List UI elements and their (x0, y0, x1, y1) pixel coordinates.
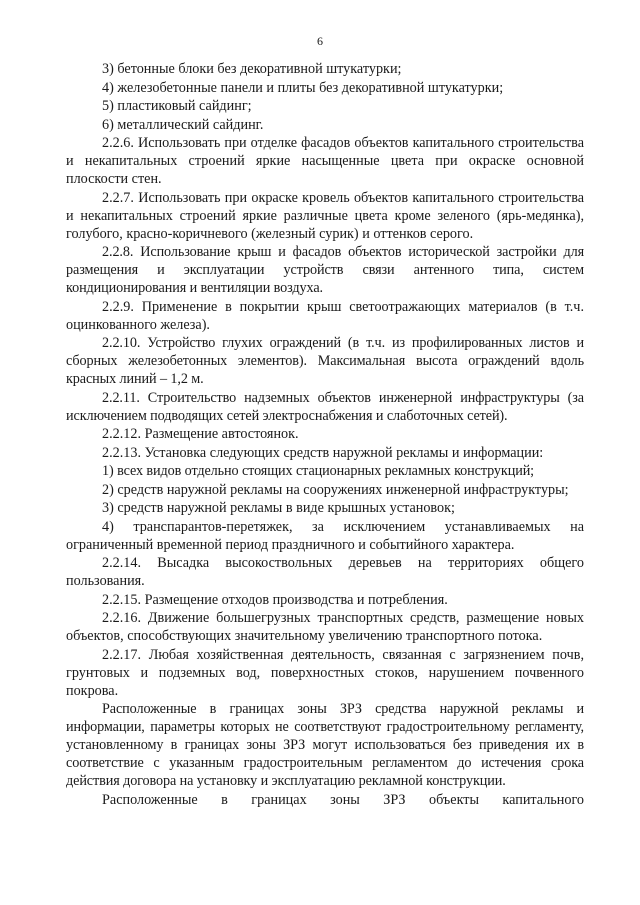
paragraph-2-2-14: 2.2.14. Высадка высокоствольных деревьев на территориях общего пользования. (66, 555, 584, 589)
paragraph-2-2-12: 2.2.12. Размещение автостоянок. (102, 426, 299, 442)
paragraph-2-2-11: 2.2.11. Строительство надземных объектов инженерной инфраструктуры (за исключением подводящих сетей электроснабжения и слаботочных сетей). (66, 389, 584, 424)
paragraph-2-2-13: 2.2.13. Установка следующих средств наружной рекламы и информации: (102, 444, 544, 461)
paragraph-2-2-8: 2.2.8. Использование крыш и фасадов объектов исторической застройки для размещения и эксплуатации устройств связи антенного типа, систем кондиционирования и вентиляции воздуха. (66, 244, 584, 296)
document-body (66, 60, 584, 809)
paragraph-2-2-10: 2.2.10. Устройство глухих ограждений (в т.ч. из профилированных листов и сборных железобетонных элементов). Максимальная высота ограждений вдоль красных линий – 1,2 м. (66, 335, 584, 387)
list-item: 4) железобетонные панели и плиты без декоративной штукатурки; (102, 79, 504, 96)
list-item: 4) транспарантов-перетяжек, за исключением устанавливаемых на ограниченный временной период праздничного и событийного характера. (66, 518, 584, 553)
paragraph-2-2-7: 2.2.7. Использовать при окраске кровель объектов капитального строительства и некапитальных строений яркие различные цвета кроме зеленого (ярь-медянка), голубого, красно-коричневого (железный сурик) и оттенков серого. (66, 189, 584, 242)
list-item: 2) средств наружной рекламы на сооружениях инженерной инфраструктуры; (102, 481, 569, 498)
paragraph-advertising-note: Расположенные в границах зоны ЗРЗ средства наружной рекламы и информации, параметры которых не соответствуют градостроительному регламенту, установленному в границах зоны ЗРЗ могут использоваться без приведения их в соответствие с указанным градостроительным регламентом до истечения срока действия договора на установку и эксплуатацию рекламной конструкции. (66, 701, 584, 789)
page-number: 6 (317, 34, 323, 48)
list-item: 6) металлический сайдинг. (102, 116, 264, 133)
list-item: 3) бетонные блоки без декоративной штукатурки; (102, 61, 402, 77)
paragraph-capital-objects: Расположенные в границах зоны ЗРЗ объекты капитального (102, 791, 584, 808)
list-item: 5) пластиковый сайдинг; (102, 98, 252, 114)
paragraph-2-2-16: 2.2.16. Движение большегрузных транспортных средств, размещение новых объектов, способствующих значительному увеличению транспортного потока. (66, 610, 584, 644)
paragraph-2-2-17: 2.2.17. Любая хозяйственная деятельность, связанная с загрязнением почв, грунтовых и подземных вод, поверхностных стоков, нарушением почвенного покрова. (66, 646, 584, 699)
paragraph-2-2-6: 2.2.6. Использовать при отделке фасадов объектов капитального строительства и некапитальных строений яркие насыщенные цвета при окраске основной плоскости стен. (66, 135, 584, 187)
paragraph-2-2-9: 2.2.9. Применение в покрытии крыш светоотражающих материалов (в т.ч. оцинкованного железа). (66, 298, 584, 333)
list-item: 1) всех видов отдельно стоящих стационарных рекламных конструкций; (102, 463, 535, 479)
paragraph-2-2-15: 2.2.15. Размещение отходов производства и потребления. (102, 591, 448, 608)
list-item: 3) средств наружной рекламы в виде крышных установок; (102, 500, 455, 516)
